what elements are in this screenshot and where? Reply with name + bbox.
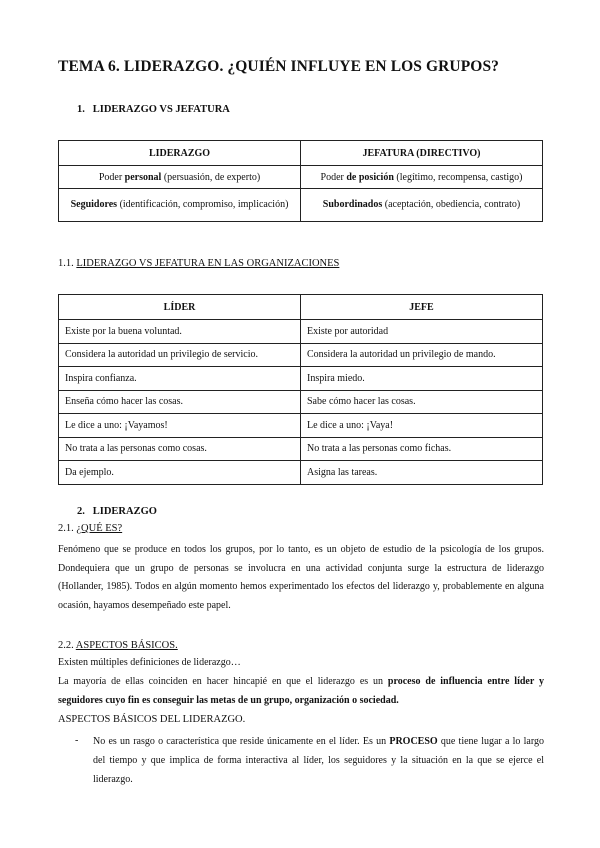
table2-cell: Le dice a uno: ¡Vaya! [301, 414, 543, 438]
table2-cell: Sabe cómo hacer las cosas. [301, 390, 543, 414]
table2-header-lider: LÍDER [59, 295, 301, 320]
table2-cell: Asigna las tareas. [301, 461, 543, 485]
section-1-title: LIDERAZGO VS JEFATURA [92, 104, 230, 115]
table1-cell: Subordinados (aceptación, obediencia, contrato) [301, 189, 543, 222]
table2-cell: Considera la autoridad un privilegio de servicio. [59, 343, 301, 367]
table-row [59, 320, 543, 344]
table2-header-jefe: JEFE [301, 295, 543, 320]
bullet-dash: - [75, 735, 79, 746]
table-row [59, 343, 543, 367]
table2-cell: Da ejemplo. [59, 461, 301, 485]
table2-cell: Inspira confianza. [59, 367, 301, 391]
section-1-number: 1. [77, 104, 85, 115]
definitions-line: Existen múltiples definiciones de liderazgo… [58, 657, 241, 668]
table-row [59, 390, 543, 414]
table2-cell: Enseña cómo hacer las cosas. [59, 390, 301, 414]
table2-cell: Le dice a uno: ¡Vayamos! [59, 414, 301, 438]
definition-paragraph: Fenómeno que se produce en todos los grupos, por lo tanto, es un objeto de estudio de la psicología de los grupos. Dondequiera que un grupo de personas se involucra en una actividad conjunta surge la estructura de liderazgo (Hollander, 1985). Todos en algún momento hemos experimentado los efectos del liderazgo y, probablemente en alguna ocasión, hayamos desempeñado este papel. [58, 544, 544, 611]
section-2-number: 2. [77, 506, 85, 517]
leader-vs-boss-table [58, 294, 543, 485]
table1-header-liderazgo: LIDERAZGO [59, 141, 301, 166]
table1-cell: Poder personal (persuasión, de experto) [59, 166, 301, 189]
basic-aspects-heading: ASPECTOS BÁSICOS DEL LIDERAZGO. [58, 714, 246, 725]
leadership-vs-management-table [58, 140, 543, 222]
table-row [59, 461, 543, 485]
subsection-2-2-title: ASPECTOS BÁSICOS. [75, 640, 178, 651]
table2-cell: Existe por la buena voluntad. [59, 320, 301, 344]
table-row [59, 189, 543, 222]
subsection-2-1-heading [58, 523, 122, 534]
process-paragraph: La mayoría de ellas coinciden en hacer hincapié en que el liderazgo es un proceso de influencia entre líder y seguidores cuyo fin es conseguir las metas de un grupo, organización o sociedad. [58, 676, 545, 706]
subsection-2-2-number: 2.2. [58, 640, 74, 651]
table2-cell: Inspira miedo. [301, 367, 543, 391]
table2-cell: No trata a las personas como fichas. [301, 437, 543, 461]
table-row [59, 414, 543, 438]
subsection-2-2-heading [58, 640, 178, 651]
page-title: TEMA 6. LIDERAZGO. ¿QUIÉN INFLUYE EN LOS GRUPOS? [58, 58, 500, 75]
subsection-1-1-number: 1.1. [58, 258, 74, 269]
table2-cell: No trata a las personas como cosas. [59, 437, 301, 461]
table2-cell: Considera la autoridad un privilegio de mando. [301, 343, 543, 367]
table1-header-jefatura: JEFATURA (DIRECTIVO) [301, 141, 543, 166]
subsection-2-1-title: ¿QUÉ ES? [76, 523, 123, 534]
table1-cell: Poder de posición (legítimo, recompensa, castigo) [301, 166, 543, 189]
table-row [59, 437, 543, 461]
section-2-heading [77, 506, 157, 517]
table1-cell: Seguidores (identificación, compromiso, implicación) [59, 189, 301, 222]
table-row [59, 367, 543, 391]
section-1-heading [77, 104, 230, 115]
subsection-1-1-title: LIDERAZGO VS JEFATURA EN LAS ORGANIZACIONES [76, 258, 340, 269]
table-row [59, 166, 543, 189]
subsection-2-1-number: 2.1. [58, 523, 74, 534]
bullet-item: No es un rasgo o característica que reside únicamente en el líder. Es un PROCESO que tiene lugar a lo largo del tiempo y que implica de forma interactiva al líder, los seguidores y la situación en la que se ejerce el liderazgo. [93, 736, 544, 785]
section-2-title: LIDERAZGO [92, 506, 157, 517]
table2-cell: Existe por autoridad [301, 320, 543, 344]
subsection-1-1-heading [58, 258, 339, 269]
